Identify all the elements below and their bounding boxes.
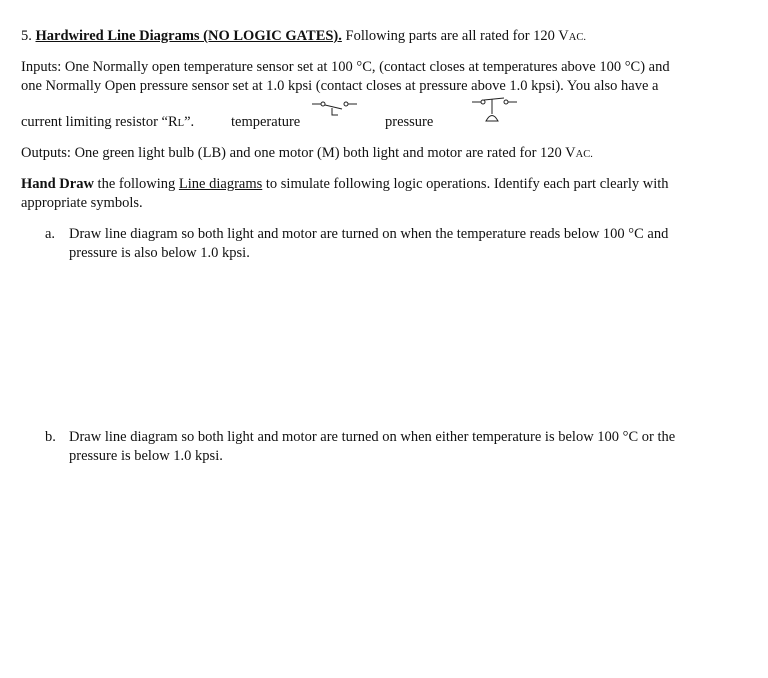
instructions-mid: the following [93,176,179,192]
instructions-after: to simulate following logic operations. Identify each part clearly with [262,176,669,192]
item-a-line-2: pressure is also below 1.0 kpsi. [69,245,250,261]
resistor-text: current limiting resistor “R [21,114,178,130]
item-b-line-2: pressure is below 1.0 kpsi. [69,448,223,464]
temperature-label: temperature [231,114,301,130]
item-b-marker: b. [45,429,56,445]
inputs-line-1: Inputs: One Normally open temperature sensor set at 100 °C, (contact closes at temperatures above 100 °C) and [21,59,670,75]
pressure-switch-icon [470,94,520,126]
resistor-subscript: L [177,118,185,129]
resistor-text-end: ”. [184,114,195,130]
inputs-line-3 [21,113,194,133]
question-number: 5. [21,28,32,44]
item-a-line-1: Draw line diagram so both light and motor are turned on when the temperature reads below 100 °C and [69,226,669,242]
question-title: Hardwired Line Diagrams (NO LOGIC GATES). [35,28,342,44]
outputs-subscript: AC. [575,149,593,160]
outputs-line [21,144,593,164]
instructions-bold: Hand Draw [21,176,94,192]
item-a-marker: a. [45,226,56,242]
item-b-line-1: Draw line diagram so both light and motor are turned on when either temperature is below 100 °C or the [69,429,676,445]
instructions-line-1 [21,175,669,193]
instructions-underlined: Line diagrams [178,176,263,192]
question-header [21,27,586,47]
inputs-line-2: one Normally Open pressure sensor set at 1.0 kpsi (contact closes at pressure above 1.0 kpsi). You also have a [21,78,659,94]
temperature-switch-icon [310,94,360,118]
question-intro: Following parts are all rated for 120 V [345,28,569,44]
pressure-label: pressure [385,114,434,130]
outputs-text: Outputs: One green light bulb (LB) and one motor (M) both light and motor are rated for 120 V [21,145,576,161]
question-intro-subscript: AC. [568,32,586,43]
instructions-line-2: appropriate symbols. [21,195,143,211]
